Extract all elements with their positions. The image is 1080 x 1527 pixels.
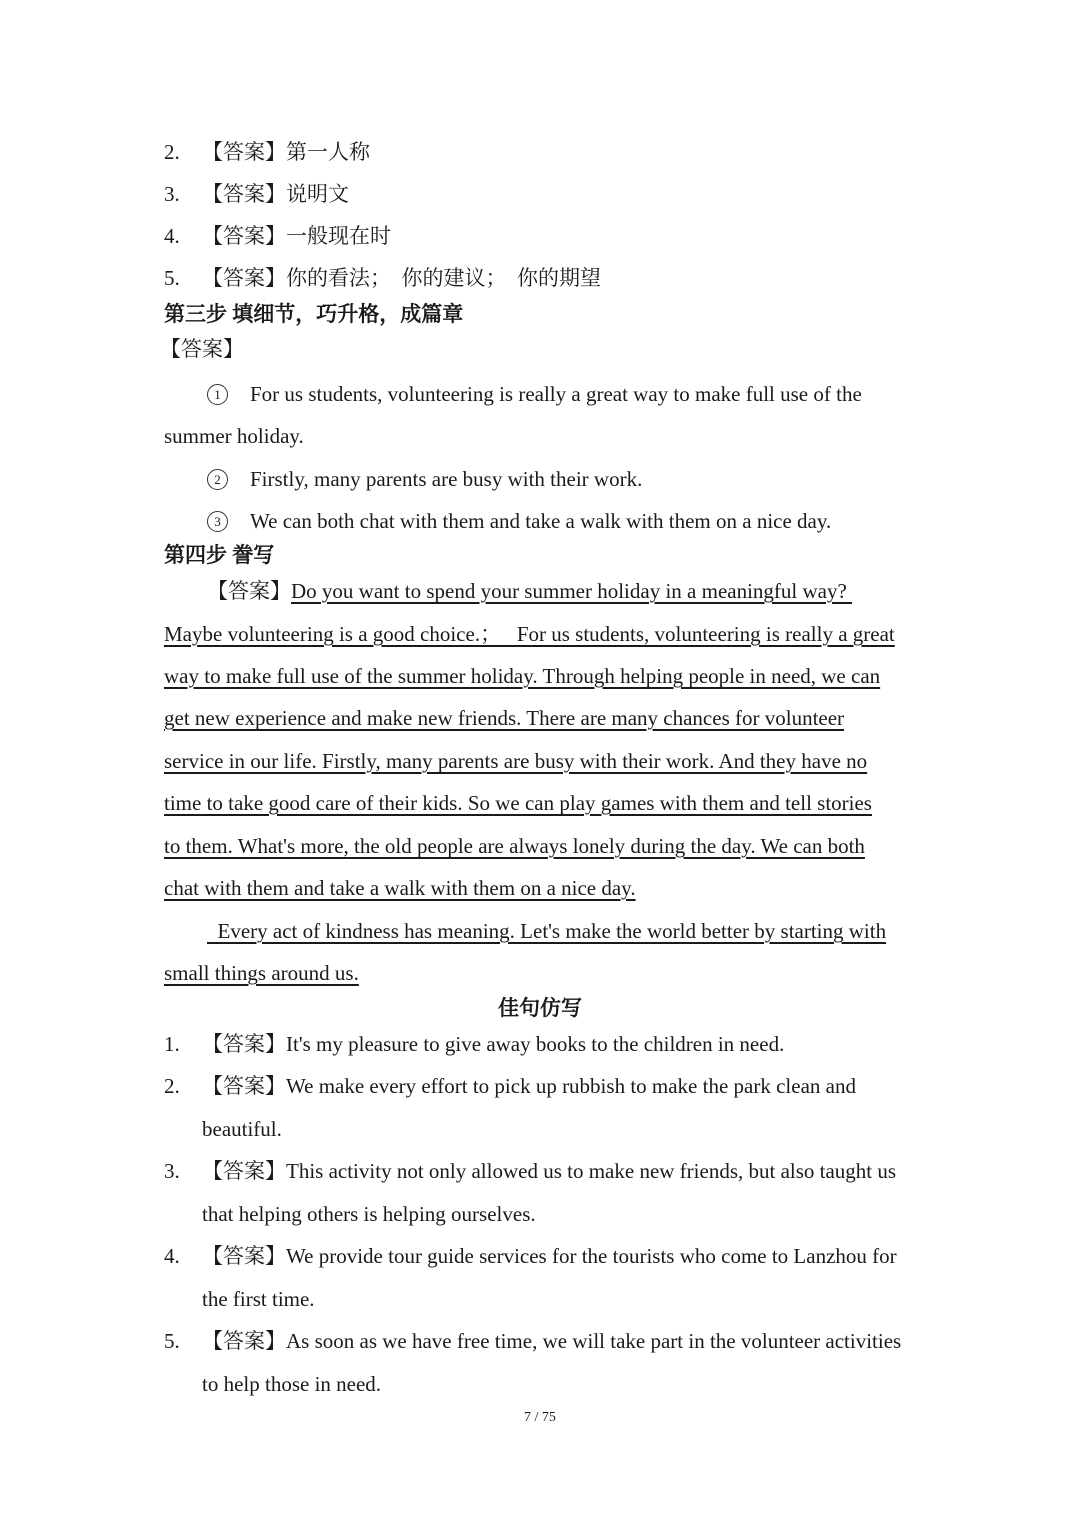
answer-item: 3. 【答案】说明文 [164, 182, 349, 206]
step3-item: 2 Firstly, many parents are busy with their work. [207, 464, 642, 494]
circled-number: 2 [207, 469, 228, 490]
section-item-continuation: that helping others is helping ourselves. [202, 1202, 536, 1226]
section-item: 5. 【答案】As soon as we have free time, we will take part in the volunteer activities [164, 1329, 902, 1353]
step3-item-continuation: summer holiday. [164, 424, 304, 448]
section-item-continuation: the first time. [202, 1287, 315, 1311]
step3-item: 3 We can both chat with them and take a walk with them on a nice day. [207, 506, 831, 536]
step4-para-line: Maybe volunteering is a good choice.； For us students, volunteering is really a great [164, 622, 895, 646]
step4-para-line: to them. What's more, the old people are always lonely during the day. We can both [164, 834, 865, 858]
step3-item: 1 For us students, volunteering is really a great way to make full use of the [207, 379, 862, 409]
answer-item: 4. 【答案】一般现在时 [164, 224, 391, 248]
step4-para-line: Every act of kindness has meaning. Let's make the world better by starting with [207, 919, 887, 943]
answer-item: 2. 【答案】第一人称 [164, 140, 370, 164]
section-item: 2. 【答案】We make every effort to pick up rubbish to make the park clean and [164, 1074, 856, 1098]
answer-item: 5. 【答案】你的看法； 你的建议； 你的期望 [164, 266, 601, 290]
section-item: 1. 【答案】It's my pleasure to give away books to the children in need. [164, 1032, 785, 1056]
step3-heading: 第三步 填细节，巧升格，成篇章 [164, 302, 464, 326]
section-item: 3. 【答案】This activity not only allowed us to make new friends, but also taught us [164, 1159, 897, 1183]
step4-para-line: way to make full use of the summer holiday. Through helping people in need, we can [164, 664, 881, 688]
step3-answer-tag: 【答案】 [160, 337, 244, 361]
section-item-continuation: beautiful. [202, 1117, 282, 1141]
step4-para-line: get new experience and make new friends. There are many chances for volunteer [164, 706, 845, 730]
page-number: 7 / 75 [524, 1410, 556, 1425]
step4-para-line: time to take good care of their kids. So we can play games with them and tell stories [164, 791, 872, 815]
step4-para-line: service in our life. Firstly, many parents are busy with their work. And they have no [164, 749, 868, 773]
step4-para-line: chat with them and take a walk with them on a nice day. [164, 876, 636, 900]
section-item: 4. 【答案】We provide tour guide services for the tourists who come to Lanzhou for [164, 1244, 897, 1268]
step4-para-line: small things around us. [164, 961, 359, 985]
step4-para-line: 【答案】Do you want to spend your summer holiday in a meaningful way? [207, 579, 853, 603]
section-item-continuation: to help those in need. [202, 1372, 382, 1396]
section-title: 佳句仿写 [498, 996, 582, 1020]
step4-heading: 第四步 誊写 [164, 543, 275, 567]
circled-number: 3 [207, 511, 228, 532]
circled-number: 1 [207, 384, 228, 405]
